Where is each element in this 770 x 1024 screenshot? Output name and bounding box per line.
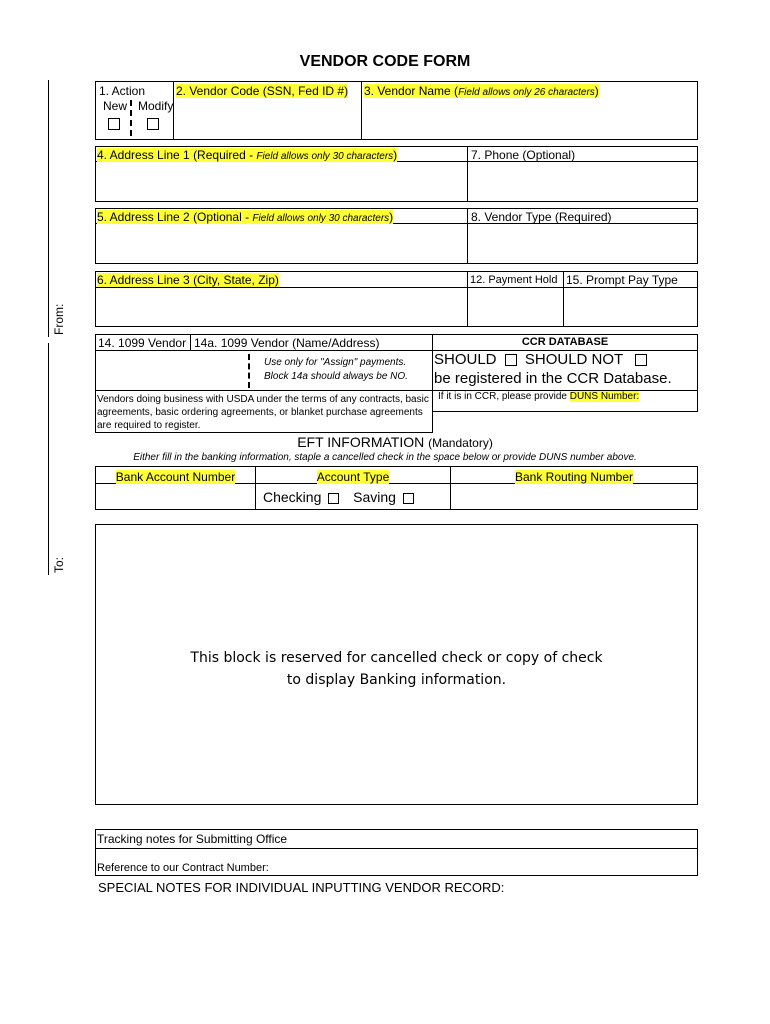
ccr-choice: SHOULD SHOULD NOT: [434, 351, 647, 368]
ccr-should-checkbox[interactable]: [505, 354, 517, 366]
eft-instruction: Either fill in the banking information, staple a cancelled check in the space below or provide DUNS number above.: [133, 452, 637, 463]
vendor-name-label: 3. Vendor Name (Field allows only 26 characters): [364, 84, 599, 98]
action-modify-label: Modify: [138, 99, 174, 113]
phone-label: 7. Phone (Optional): [471, 148, 576, 162]
payment-hold-label: 12. Payment Hold: [470, 274, 558, 286]
routing-label: Bank Routing Number: [514, 470, 634, 484]
assign-note-2: Block 14a should always be NO.: [264, 371, 408, 382]
address3-label: 6. Address Line 3 (City, State, Zip): [97, 273, 279, 287]
action-divider: [130, 100, 132, 136]
assign-note-1: Use only for "Assign" payments.: [264, 357, 407, 368]
tracking-label: Tracking notes for Submitting Office: [97, 832, 288, 846]
eft-title: EFT INFORMATION (Mandatory): [297, 434, 493, 450]
reference-label: Reference to our Contract Number:: [97, 862, 269, 874]
action-new-checkbox[interactable]: [108, 118, 120, 130]
assign-divider: [248, 354, 250, 388]
vendor-code-label: 2. Vendor Code (SSN, Fed ID #): [176, 84, 349, 98]
prompt-pay-label: 15. Prompt Pay Type: [566, 273, 678, 287]
usda-note: Vendors doing business with USDA under the terms of any contracts, basic agreements, basic ordering agreements, or blanket purchase agreements are required to register.: [97, 394, 429, 431]
action-label: 1. Action: [99, 84, 146, 98]
check-block-text: This block is reserved for cancelled check or copy of check to display Banking information.: [190, 650, 603, 688]
bank-account-label: Bank Account Number: [115, 470, 236, 484]
saving-checkbox[interactable]: [403, 493, 414, 504]
address2-label: 5. Address Line 2 (Optional - Field allows only 30 characters): [97, 210, 394, 224]
duns-field[interactable]: [432, 390, 698, 412]
account-type-options: Checking Saving: [263, 489, 414, 505]
vendor-type-label: 8. Vendor Type (Required): [471, 210, 612, 224]
vendor-1099-label: 14. 1099 Vendor: [98, 336, 187, 350]
duns-prompt: If it is in CCR, please provide DUNS Number:: [438, 391, 640, 402]
ccr-registered-text: be registered in the CCR Database.: [434, 370, 672, 387]
side-from-label: From:: [52, 303, 66, 335]
ccr-should-not-checkbox[interactable]: [635, 354, 647, 366]
vendor-1099a-label: 14a. 1099 Vendor (Name/Address): [194, 336, 380, 350]
address1-label: 4. Address Line 1 (Required - Field allows only 30 characters): [97, 148, 398, 162]
ccr-header: CCR DATABASE: [521, 336, 609, 348]
checking-checkbox[interactable]: [328, 493, 339, 504]
account-type-label: Account Type: [316, 470, 390, 484]
action-modify-checkbox[interactable]: [147, 118, 159, 130]
form-title: VENDOR CODE FORM: [299, 53, 471, 70]
vendor-1099-divider: [190, 334, 191, 351]
tracking-rule: [95, 848, 698, 849]
special-notes-label: SPECIAL NOTES FOR INDIVIDUAL INPUTTING VENDOR RECORD:: [98, 880, 505, 895]
duns-label: DUNS Number:: [569, 391, 640, 402]
side-from-rule: [48, 80, 89, 337]
action-new-label: New: [103, 99, 128, 113]
side-to-label: To:: [52, 556, 66, 573]
